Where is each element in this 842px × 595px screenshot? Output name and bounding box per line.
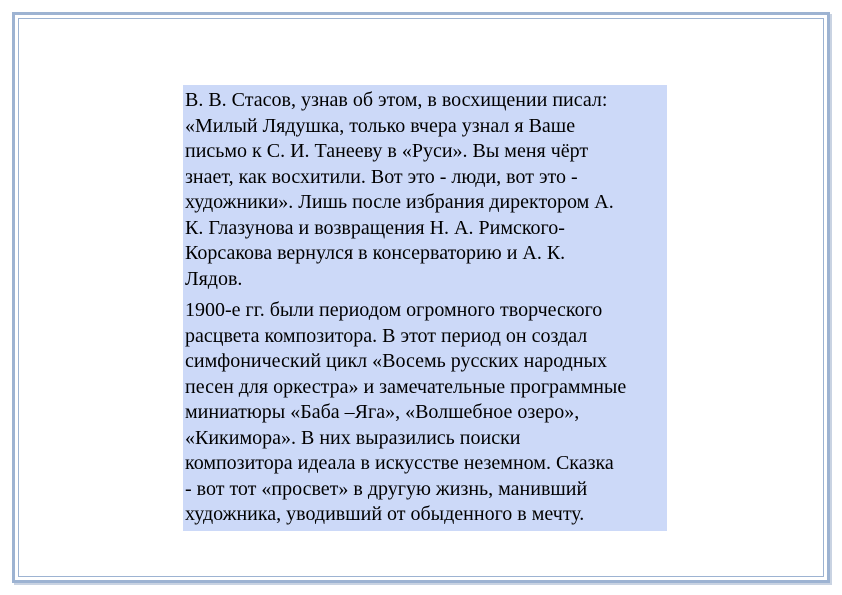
paragraph-1: В. В. Стасов, узнав об этом, в восхищении писал: «Милый Лядушка, только вчера узнал я Ваше письмо к С. И. Танееву в «Руси». Вы меня чёрт знает, как восхитили. Вот это - люди, вот это - художники». Лишь после избрания директором А. К. Глазунова и возвращения Н. А. Римского- Корсакова вернулся в консерваторию и А. К. Лядов. xyxy=(185,89,614,290)
paragraph-2: 1900-е гг. были периодом огромного творческого расцвета композитора. В этот период он создал симфонический цикл «Восемь русских народных песен для оркестра» и замечательные программные миниатюры «Баба –Яга», «Волшебное озеро», «Кикимора». В них выразились поиски композитора идеала в искусстве неземном. Сказка - вот тот «просвет» в другую жизнь, манивший художника, уводивший от обыденного в мечту. xyxy=(185,299,627,525)
text-box xyxy=(183,85,667,531)
